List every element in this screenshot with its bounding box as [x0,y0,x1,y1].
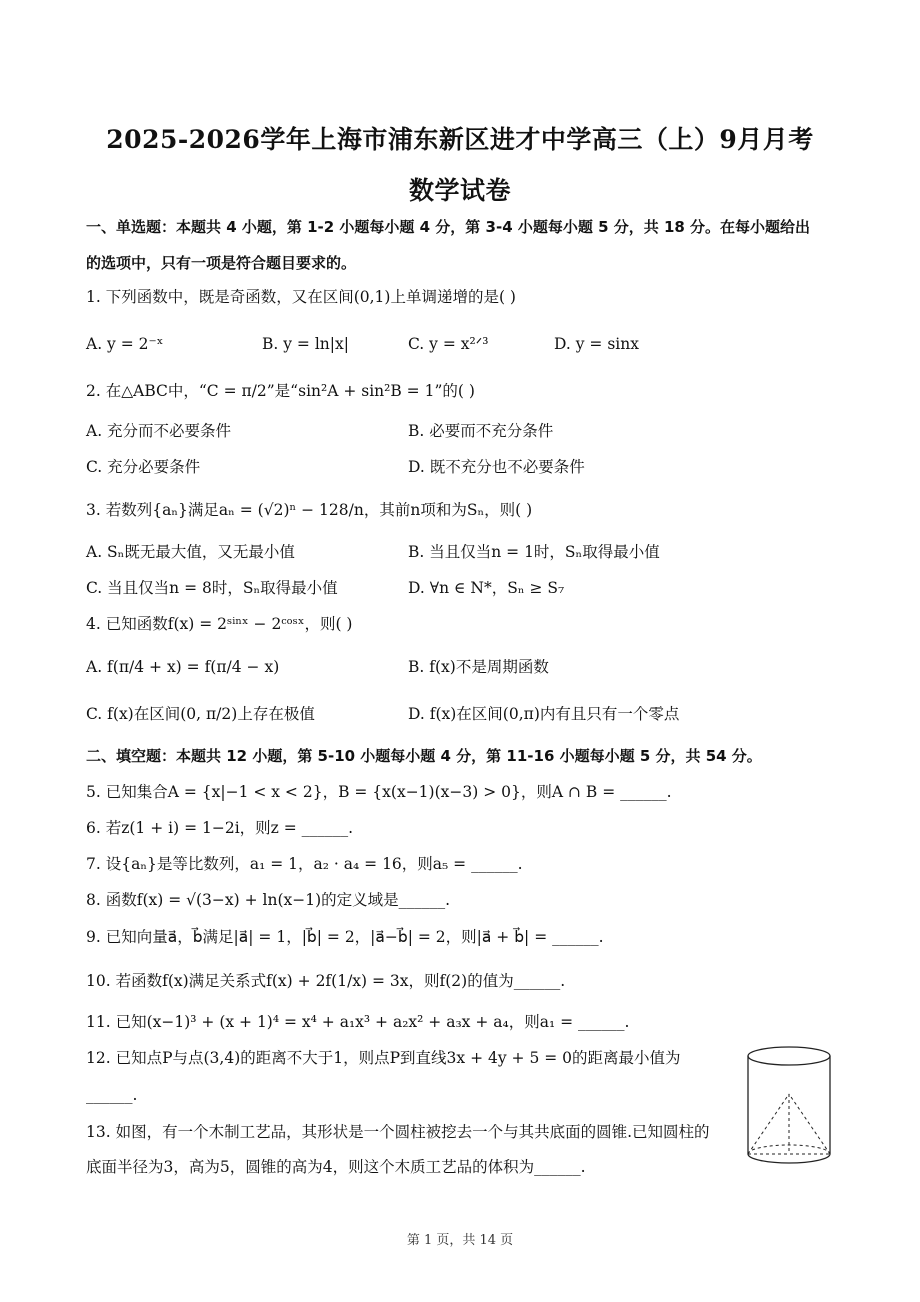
q5-text: 5. 已知集合A = {x|−1 < x < 2}，B = {x(x−1)(x−3) > 0}，则A ∩ B = ______. [86,783,672,801]
q1-option-c: C. y = x²ᐟ³ [408,335,489,353]
q4-option-c: C. f(x)在区间(0, π/2)上存在极值 [86,705,315,723]
q12-text: 12. 已知点P与点(3,4)的距离不大于1，则点P到直线3x + 4y + 5 = 0的距离最小值为 [86,1049,681,1067]
page-footer: 第 1 页，共 14 页 [406,1233,514,1248]
q1-option-a: A. y = 2⁻ˣ [86,335,164,353]
q2-option-b: B. 必要而不充分条件 [408,422,554,440]
q10-text: 10. 若函数f(x)满足关系式f(x) + 2f(1/x) = 3x，则f(2)的值为______. [86,972,566,990]
q4-stem: 4. 已知函数f(x) = 2ˢⁱⁿˣ − 2ᶜᵒˢˣ，则( ) [86,615,353,633]
q4-option-d: D. f(x)在区间(0,π)内有且只有一个零点 [408,705,680,723]
q13-text-cont: 底面半径为3，高为5，圆锥的高为4，则这个木质工艺品的体积为______. [86,1158,586,1176]
section1-heading: 一、单选题：本题共 4 小题，第 1-2 小题每小题 4 分，第 3-4 小题每小题 5 分，共 18 分。在每小题给出 [86,218,811,236]
q2-option-d: D. 既不充分也不必要条件 [408,458,585,476]
q6-text: 6. 若z(1 + i) = 1−2i，则z = ______. [86,819,354,837]
q11-text: 11. 已知(x−1)³ + (x + 1)⁴ = x⁴ + a₁x³ + a₂x² + a₃x + a₄，则a₁ = ______. [86,1013,630,1031]
exam-title: 2025-2026学年上海市浦东新区进才中学高三（上）9月月考 [106,125,814,154]
q1-option-d: D. y = sinx [554,335,639,353]
q3-option-a: A. Sₙ既无最大值，又无最小值 [86,543,295,561]
q4-option-a: A. f(π/4 + x) = f(π/4 − x) [86,658,280,676]
q3-stem: 3. 若数列{aₙ}满足aₙ = (√2)ⁿ − 128/n，其前n项和为Sₙ，则( ) [86,501,533,519]
q9-text: 9. 已知向量a⃗，b⃗满足|a⃗| = 1，|b⃗| = 2，|a⃗−b⃗| = 2，则|a⃗ + b⃗| = ______. [86,928,604,946]
exam-subtitle: 数学试卷 [408,176,511,205]
section1-heading-cont: 的选项中，只有一项是符合题目要求的。 [86,254,357,272]
q3-option-d: D. ∀n ∈ N*，Sₙ ≥ S₇ [408,579,565,597]
q12-text-cont: ______. [86,1086,138,1104]
q7-text: 7. 设{aₙ}是等比数列，a₁ = 1，a₂ · a₄ = 16，则a₅ = ______. [86,855,523,873]
q1-option-b: B. y = ln|x| [262,335,349,353]
q1-stem: 1. 下列函数中，既是奇函数，又在区间(0,1)上单调递增的是( ) [86,288,516,306]
q2-option-c: C. 充分必要条件 [86,458,201,476]
cylinder-cone-figure [745,1044,833,1170]
q2-option-a: A. 充分而不必要条件 [86,422,232,440]
q3-option-b: B. 当且仅当n = 1时，Sₙ取得最小值 [408,543,660,561]
q3-option-c: C. 当且仅当n = 8时，Sₙ取得最小值 [86,579,338,597]
q2-stem: 2. 在△ABC中，“C = π/2”是“sin²A + sin²B = 1”的( ) [86,382,475,400]
q4-option-b: B. f(x)不是周期函数 [408,658,549,676]
q13-text: 13. 如图，有一个木制工艺品，其形状是一个圆柱被挖去一个与其共底面的圆锥.已知圆柱的 [86,1123,710,1141]
q8-text: 8. 函数f(x) = √(3−x) + ln(x−1)的定义域是______. [86,891,451,909]
section2-heading: 二、填空题：本题共 12 小题，第 5-10 小题每小题 4 分，第 11-16 小题每小题 5 分，共 54 分。 [86,747,762,765]
